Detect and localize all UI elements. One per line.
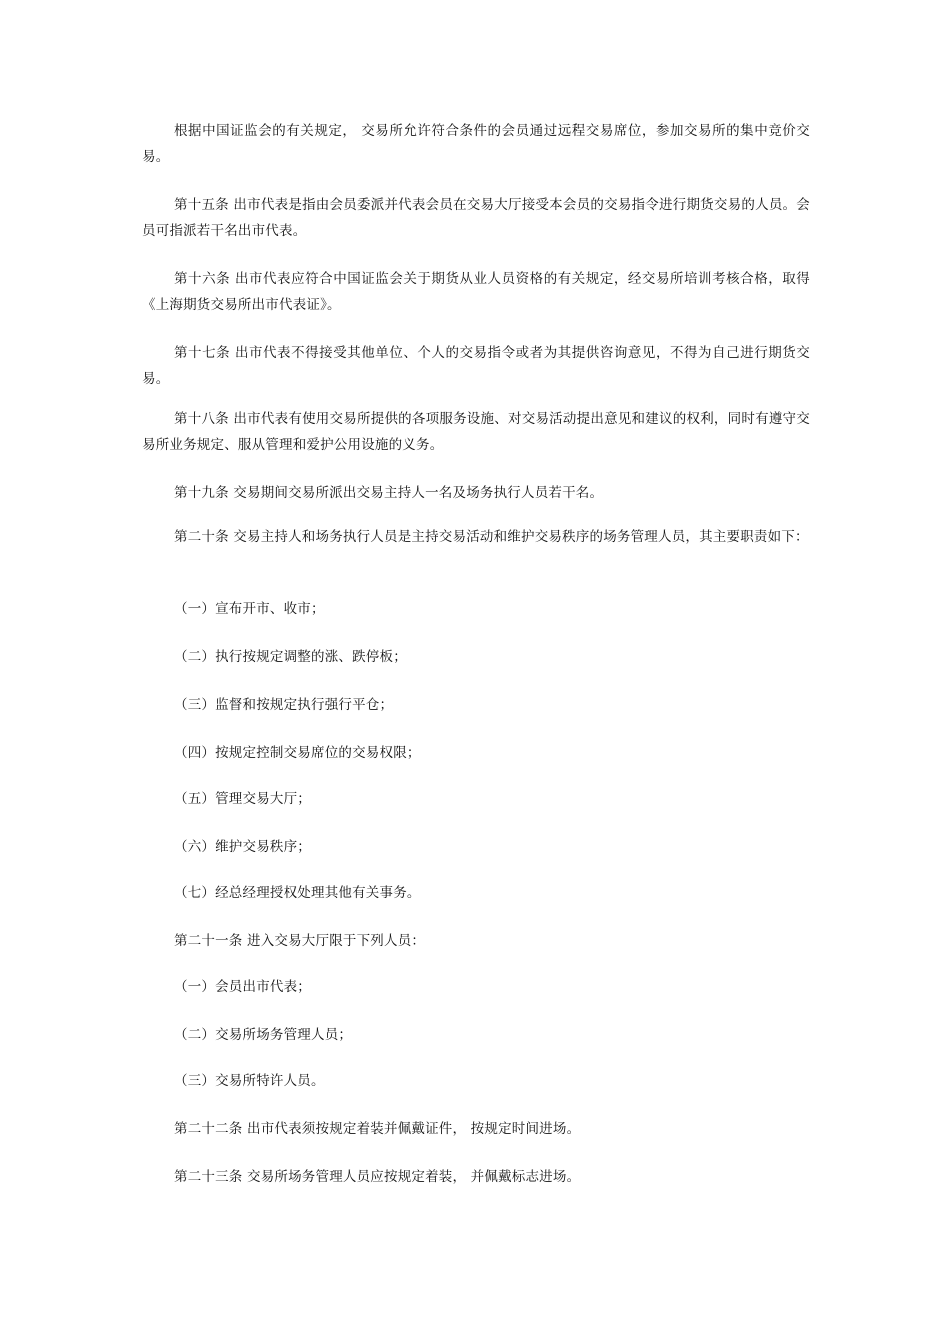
- article-22: 第二十二条 出市代表须按规定着装并佩戴证件， 按规定时间进场。: [174, 1121, 581, 1137]
- article-17: 第十七条 出市代表不得接受其他单位、个人的交易指令或者为其提供咨询意见，不得为自己进行期货交易。: [142, 345, 810, 387]
- duty-item: （二）执行按规定调整的涨、跌停板；: [174, 649, 407, 665]
- personnel-item: （一）会员出市代表；: [174, 979, 311, 995]
- article-15: 第十五条 出市代表是指由会员委派并代表会员在交易大厅接受本会员的交易指令进行期货交易的人员。会员可指派若干名出市代表。: [142, 197, 810, 239]
- personnel-item: （三）交易所特许人员。: [174, 1073, 325, 1089]
- article-20: 第二十条 交易主持人和场务执行人员是主持交易活动和维护交易秩序的场务管理人员，其主要职责如下：: [174, 529, 809, 545]
- article-19: 第十九条 交易期间交易所派出交易主持人一名及场务执行人员若干名。: [174, 485, 604, 501]
- article-21: 第二十一条 进入交易大厅限于下列人员：: [174, 933, 426, 949]
- article-18: 第十八条 出市代表有使用交易所提供的各项服务设施、对交易活动提出意见和建议的权利，同时有遵守交易所业务规定、服从管理和爱护公用设施的义务。: [142, 411, 810, 453]
- duty-item: （四）按规定控制交易席位的交易权限；: [174, 745, 421, 761]
- article-16: 第十六条 出市代表应符合中国证监会关于期货从业人员资格的有关规定，经交易所培训考核合格，取得《上海期货交易所出市代表证》。: [142, 271, 810, 313]
- duty-item: （三）监督和按规定执行强行平仓；: [174, 697, 394, 713]
- article-23: 第二十三条 交易所场务管理人员应按规定着装， 并佩戴标志进场。: [174, 1169, 581, 1185]
- duty-item: （一）宣布开市、收市；: [174, 601, 325, 617]
- duty-item: （六）维护交易秩序；: [174, 839, 311, 855]
- personnel-item: （二）交易所场务管理人员；: [174, 1027, 353, 1043]
- duty-item: （五）管理交易大厅；: [174, 791, 311, 807]
- paragraph-remote-trading: 根据中国证监会的有关规定， 交易所允许符合条件的会员通过远程交易席位，参加交易所的集中竞价交易。: [142, 123, 810, 165]
- duty-item: （七）经总经理授权处理其他有关事务。: [174, 885, 421, 901]
